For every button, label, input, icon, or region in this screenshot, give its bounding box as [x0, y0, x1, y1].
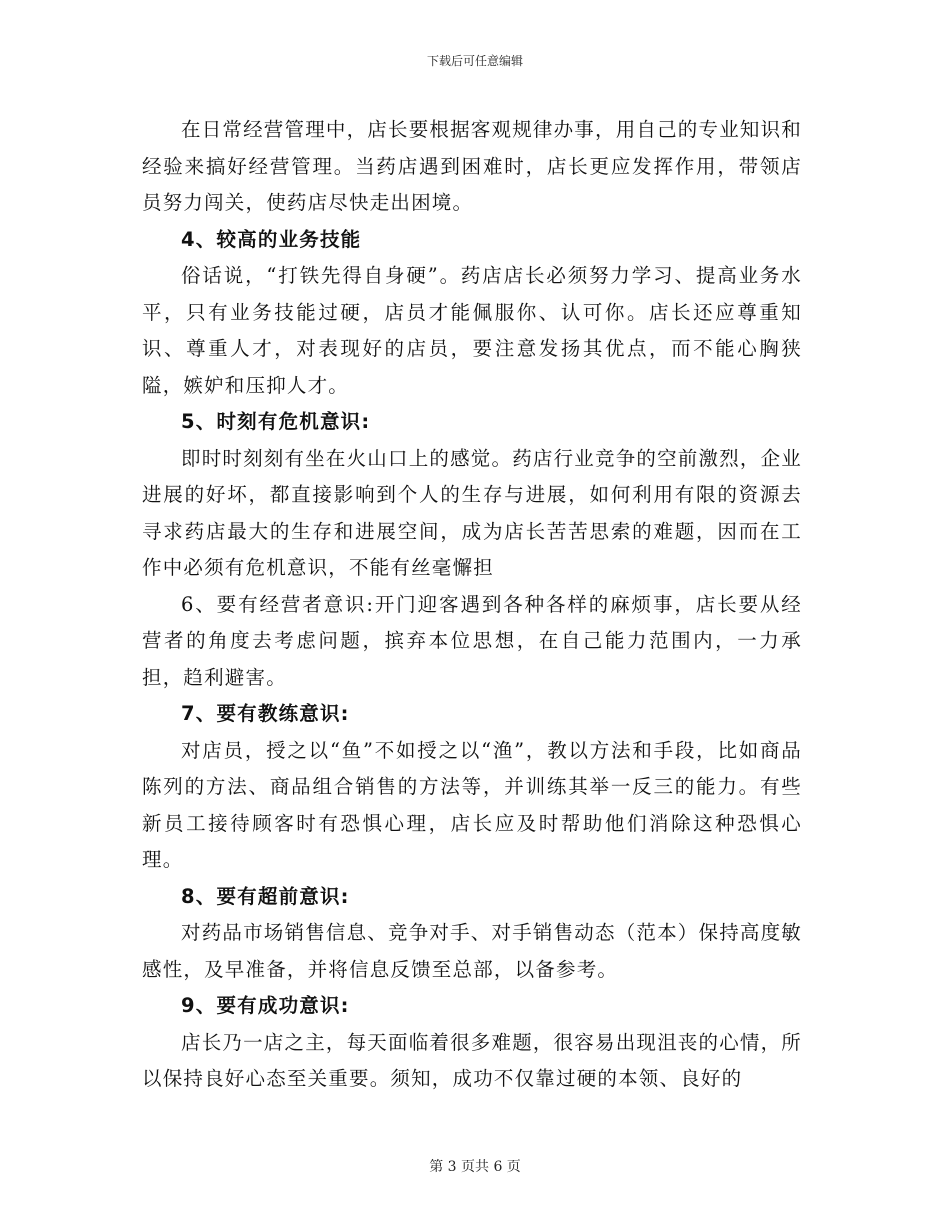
- section-heading: 5、时刻有危机意识:: [181, 410, 371, 433]
- paragraph: 即时时刻刻有坐在火山口上的感觉。药店行业竞争的空前激烈，企业进展的好坏，都直接影响到个人的生存与进展，如何利用有限的资源去寻求药店最大的生存和进展空间，成为店长苦苦思索的难题，因而在工作中必须有危机意识，不能有丝毫懈担: [142, 446, 803, 579]
- paragraph: 对店员，授之以“鱼”不如授之以“渔”，教以方法和手段，比如商品陈列的方法、商品组合销售的方法等，并训练其举一反三的能力。有些新员工接待顾客时有恐惧心理，店长应及时帮助他们消除这种恐惧心理。: [142, 738, 802, 871]
- page-header: 下载后可任意编辑: [426, 54, 523, 68]
- section-heading: 4、较高的业务技能: [181, 227, 362, 251]
- section-heading: 8、要有超前意识:: [181, 884, 350, 908]
- paragraph: 俗话说，“打铁先得自身硬”。药店店长必须努力学习、提高业务水平，只有业务技能过硬，店员才能佩服你、认可你。店长还应尊重知识、尊重人才，对表现好的店员，要注意发扬其优点，而不能心胸狭隘，嫉妒和压抑人才。: [142, 264, 802, 397]
- page-footer: 第 3 页共 6 页: [429, 1159, 521, 1175]
- section-heading: 9、要有成功意识:: [181, 994, 350, 1017]
- paragraph: 6、要有经营者意识:开门迎客遇到各种各样的麻烦事，店长要从经营者的角度去考虑问题，摈弃本位思想，在自己能力范围内，一力承担，趋利避害。: [142, 592, 802, 689]
- paragraph: 店长乃一店之主，每天面临着很多难题，很容易出现沮丧的心情，所以保持良好心态至关重要。须知，成功不仅靠过硬的本领、良好的: [142, 1030, 803, 1090]
- paragraph: 对药品市场销售信息、竞争对手、对手销售动态（范本）保持高度敏感性，及早准备，并将信息反馈至总部，以备参考。: [142, 921, 803, 981]
- document-body: [142, 112, 802, 1098]
- paragraph: 在日常经营管理中，店长要根据客观规律办事，用自己的专业知识和经验来搞好经营管理。当药店遇到困难时，店长更应发挥作用，带领店员努力闯关，使药店尽快走出困境。: [142, 118, 803, 214]
- section-heading: 7、要有教练意识:: [181, 702, 350, 725]
